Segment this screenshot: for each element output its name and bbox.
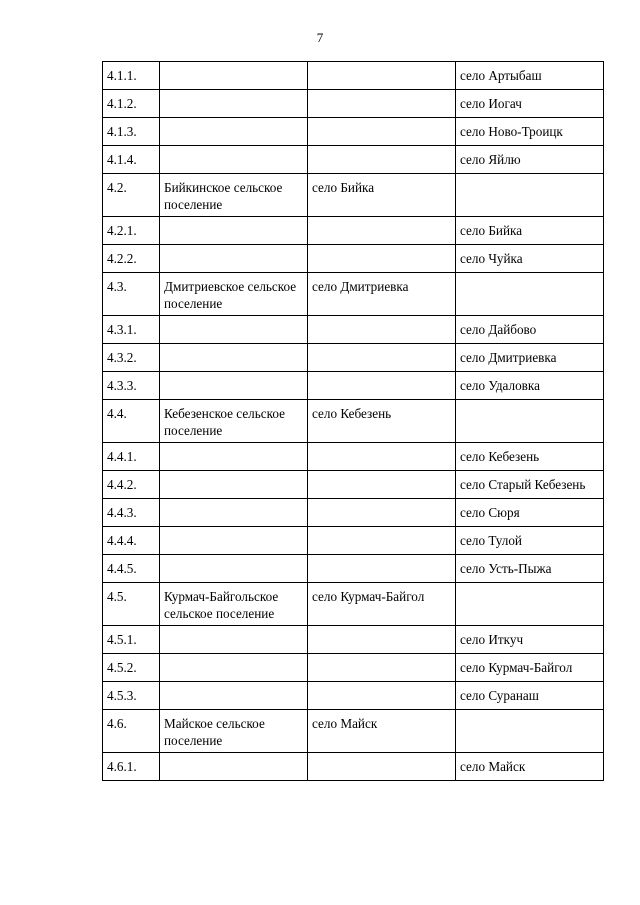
administrative-center-cell: [308, 753, 456, 781]
row-number-cell: 4.5.2.: [103, 654, 160, 682]
row-number-cell: 4.1.1.: [103, 62, 160, 90]
settlement-name-cell: [160, 555, 308, 583]
settlement-name-cell: Дмитриевское сельское поселение: [160, 273, 308, 316]
locality-name-cell: село Чуйка: [456, 245, 604, 273]
locality-name-cell: село Артыбаш: [456, 62, 604, 90]
locality-name-cell: село Иогач: [456, 90, 604, 118]
row-number-cell: 4.3.: [103, 273, 160, 316]
settlement-name-cell: [160, 626, 308, 654]
administrative-center-cell: [308, 217, 456, 245]
table-row: [103, 245, 604, 273]
settlement-name-cell: [160, 62, 308, 90]
locality-name-cell: [456, 273, 604, 316]
row-number-cell: 4.4.3.: [103, 499, 160, 527]
locality-name-cell: село Усть-Пыжа: [456, 555, 604, 583]
settlement-name-cell: [160, 217, 308, 245]
table-row: [103, 527, 604, 555]
table-row: [103, 710, 604, 753]
table-row: [103, 626, 604, 654]
table-row: [103, 90, 604, 118]
table-row: [103, 753, 604, 781]
locality-name-cell: село Курмач-Байгол: [456, 654, 604, 682]
locality-name-cell: [456, 400, 604, 443]
administrative-center-cell: [308, 245, 456, 273]
row-number-cell: 4.5.: [103, 583, 160, 626]
row-number-cell: 4.1.3.: [103, 118, 160, 146]
row-number-cell: 4.5.1.: [103, 626, 160, 654]
locality-name-cell: [456, 710, 604, 753]
row-number-cell: 4.2.1.: [103, 217, 160, 245]
locality-name-cell: село Кебезень: [456, 443, 604, 471]
administrative-center-cell: [308, 344, 456, 372]
administrative-center-cell: [308, 555, 456, 583]
administrative-center-cell: [308, 316, 456, 344]
row-number-cell: 4.4.2.: [103, 471, 160, 499]
settlement-name-cell: [160, 443, 308, 471]
row-number-cell: 4.3.1.: [103, 316, 160, 344]
administrative-center-cell: село Дмитриевка: [308, 273, 456, 316]
locality-name-cell: село Бийка: [456, 217, 604, 245]
administrative-center-cell: [308, 682, 456, 710]
settlement-name-cell: [160, 90, 308, 118]
row-number-cell: 4.3.2.: [103, 344, 160, 372]
locality-name-cell: село Удаловка: [456, 372, 604, 400]
row-number-cell: 4.4.5.: [103, 555, 160, 583]
settlement-name-cell: Курмач-Байгольское сельское поселение: [160, 583, 308, 626]
row-number-cell: 4.2.: [103, 174, 160, 217]
administrative-center-cell: [308, 443, 456, 471]
settlements-table-body: [103, 62, 604, 781]
row-number-cell: 4.3.3.: [103, 372, 160, 400]
row-number-cell: 4.1.2.: [103, 90, 160, 118]
table-row: [103, 682, 604, 710]
locality-name-cell: село Яйлю: [456, 146, 604, 174]
table-row: [103, 174, 604, 217]
table-row: [103, 217, 604, 245]
settlement-name-cell: [160, 753, 308, 781]
administrative-center-cell: [308, 626, 456, 654]
locality-name-cell: село Сюря: [456, 499, 604, 527]
locality-name-cell: село Старый Кебезень: [456, 471, 604, 499]
table-row: [103, 118, 604, 146]
administrative-center-cell: село Кебезень: [308, 400, 456, 443]
administrative-center-cell: [308, 654, 456, 682]
table-row: [103, 583, 604, 626]
settlement-name-cell: [160, 118, 308, 146]
table-row: [103, 443, 604, 471]
row-number-cell: 4.2.2.: [103, 245, 160, 273]
locality-name-cell: село Иткуч: [456, 626, 604, 654]
administrative-center-cell: [308, 62, 456, 90]
settlement-name-cell: [160, 245, 308, 273]
locality-name-cell: село Дайбово: [456, 316, 604, 344]
settlement-name-cell: Кебезенское сельское поселение: [160, 400, 308, 443]
row-number-cell: 4.4.: [103, 400, 160, 443]
table-row: [103, 372, 604, 400]
locality-name-cell: [456, 174, 604, 217]
administrative-center-cell: [308, 146, 456, 174]
settlement-name-cell: [160, 682, 308, 710]
row-number-cell: 4.4.1.: [103, 443, 160, 471]
administrative-center-cell: село Курмач-Байгол: [308, 583, 456, 626]
settlement-name-cell: [160, 146, 308, 174]
administrative-center-cell: [308, 90, 456, 118]
table-row: [103, 62, 604, 90]
row-number-cell: 4.6.1.: [103, 753, 160, 781]
settlement-name-cell: [160, 372, 308, 400]
table-row: [103, 146, 604, 174]
table-row: [103, 344, 604, 372]
locality-name-cell: село Майск: [456, 753, 604, 781]
administrative-center-cell: село Бийка: [308, 174, 456, 217]
settlement-name-cell: [160, 527, 308, 555]
administrative-center-cell: [308, 118, 456, 146]
row-number-cell: 4.6.: [103, 710, 160, 753]
settlement-name-cell: [160, 316, 308, 344]
table-row: [103, 273, 604, 316]
locality-name-cell: село Суранаш: [456, 682, 604, 710]
settlement-name-cell: [160, 499, 308, 527]
settlement-name-cell: [160, 471, 308, 499]
settlement-name-cell: [160, 344, 308, 372]
locality-name-cell: село Тулой: [456, 527, 604, 555]
settlement-name-cell: [160, 654, 308, 682]
administrative-center-cell: [308, 372, 456, 400]
administrative-center-cell: [308, 471, 456, 499]
table-row: [103, 555, 604, 583]
row-number-cell: 4.4.4.: [103, 527, 160, 555]
table-row: [103, 400, 604, 443]
page-number: 7: [316, 30, 324, 45]
administrative-center-cell: село Майск: [308, 710, 456, 753]
locality-name-cell: село Дмитриевка: [456, 344, 604, 372]
table-row: [103, 654, 604, 682]
table-row: [103, 471, 604, 499]
settlement-name-cell: Майское сельское поселение: [160, 710, 308, 753]
settlements-table: [102, 61, 604, 781]
administrative-center-cell: [308, 527, 456, 555]
row-number-cell: 4.5.3.: [103, 682, 160, 710]
administrative-center-cell: [308, 499, 456, 527]
settlement-name-cell: Бийкинское сельское поселение: [160, 174, 308, 217]
locality-name-cell: село Ново-Троицк: [456, 118, 604, 146]
table-row: [103, 316, 604, 344]
locality-name-cell: [456, 583, 604, 626]
table-row: [103, 499, 604, 527]
row-number-cell: 4.1.4.: [103, 146, 160, 174]
